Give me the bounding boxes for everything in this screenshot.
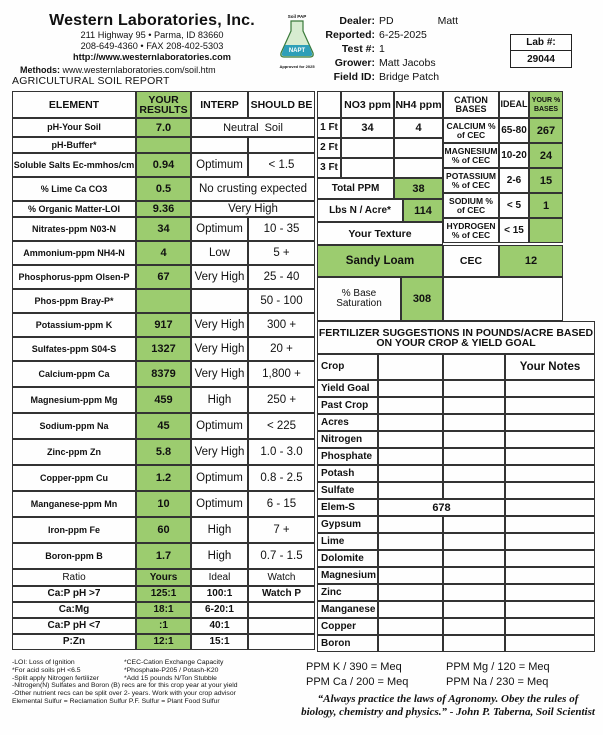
notes-cell xyxy=(505,618,595,635)
test-value: 1 xyxy=(379,43,385,55)
your-result: 7.0 xyxy=(136,118,191,137)
your-result: 4 xyxy=(136,241,191,265)
footnotes-mid xyxy=(124,659,284,682)
cec-label: CEC xyxy=(443,245,499,277)
cation-header: CATION BASES xyxy=(443,91,499,118)
fert-value xyxy=(443,567,505,584)
interp: Very High xyxy=(191,439,248,465)
cation-yours: 15 xyxy=(529,168,563,193)
fert-value xyxy=(378,380,443,397)
should-be: 0.8 - 2.5 xyxy=(248,465,315,491)
interp: Optimum xyxy=(191,153,248,177)
ideal-header: IDEAL xyxy=(499,91,529,118)
fert-value xyxy=(378,431,443,448)
ratio-yours: :1 xyxy=(136,618,191,634)
ratio-ideal: 40:1 xyxy=(191,618,248,634)
ratio-name: Ca:P pH <7 xyxy=(12,618,136,634)
fert-value xyxy=(443,618,505,635)
fert-value xyxy=(443,584,505,601)
fert-value xyxy=(378,414,443,431)
ratio-watch xyxy=(248,602,315,618)
cec-value: 12 xyxy=(499,245,563,277)
main-header-cell: ELEMENT xyxy=(12,91,136,118)
should-be: < 1.5 xyxy=(248,153,315,177)
cation-ideal: 10-20 xyxy=(499,143,529,168)
depth-label: 3 Ft xyxy=(317,158,341,178)
fert-label: Manganese xyxy=(317,601,378,618)
interp: Very High xyxy=(191,313,248,337)
should-be: < 225 xyxy=(248,413,315,439)
should-be: 20 + xyxy=(248,337,315,361)
cation-yours: 24 xyxy=(529,143,563,168)
reported-label: Reported: xyxy=(325,29,375,41)
your-bases-header: YOUR % BASES xyxy=(529,91,563,118)
company-phone: 208-649-4360 • FAX 208-402-5303 xyxy=(80,41,224,51)
fert-value xyxy=(443,465,505,482)
nh4-value: 4 xyxy=(394,118,443,138)
fert-label: Copper xyxy=(317,618,378,635)
notes-cell xyxy=(505,584,595,601)
should-be: 1,800 + xyxy=(248,361,315,387)
cation-blank xyxy=(443,277,563,321)
element-name: Calcium-ppm Ca xyxy=(12,361,136,387)
ratio-header: Watch xyxy=(248,569,315,586)
fert-value xyxy=(378,533,443,550)
texture-value: Sandy Loam xyxy=(317,245,443,277)
fert-value xyxy=(443,550,505,567)
your-result: 10 xyxy=(136,491,191,517)
notes-cell xyxy=(505,482,595,499)
main-header-cell: SHOULD BE xyxy=(248,91,315,118)
notes-cell xyxy=(505,448,595,465)
interp: High xyxy=(191,387,248,413)
your-result: 1.2 xyxy=(136,465,191,491)
element-name: Manganese-ppm Mn xyxy=(12,491,136,517)
fert-value xyxy=(378,550,443,567)
cation-ideal: 65-80 xyxy=(499,118,529,143)
should-be: 250 + xyxy=(248,387,315,413)
your-result: 0.94 xyxy=(136,153,191,177)
nh4-header: NH4 ppm xyxy=(394,91,443,118)
main-header-cell: YOUR RESULTS xyxy=(136,91,191,118)
notes-cell xyxy=(505,397,595,414)
ratio-header: Ratio xyxy=(12,569,136,586)
cation-yours: 267 xyxy=(529,118,563,143)
fert-value xyxy=(378,465,443,482)
ppm-mg-formula: PPM Mg / 120 = Meq xyxy=(446,661,550,673)
logo-top-text: Soil PAP xyxy=(287,14,307,19)
element-name: % Organic Matter-LOI xyxy=(12,201,136,217)
should-be: 6 - 15 xyxy=(248,491,315,517)
notes-cell xyxy=(505,635,595,652)
fert-label: Phosphate xyxy=(317,448,378,465)
element-name: pH-Your Soil xyxy=(12,118,136,137)
notes-cell xyxy=(505,550,595,567)
notes-cell xyxy=(505,567,595,584)
cation-base: SODIUM % of CEC xyxy=(443,193,499,218)
nh4-value xyxy=(394,158,443,178)
interp: Very High xyxy=(191,337,248,361)
your-result xyxy=(136,137,191,153)
cation-base: MAGNESIUM % of CEC xyxy=(443,143,499,168)
ppm-na-formula: PPM Na / 230 = Meq xyxy=(446,676,549,688)
your-result: 459 xyxy=(136,387,191,413)
element-name: Zinc-ppm Zn xyxy=(12,439,136,465)
fert-label: Potash xyxy=(317,465,378,482)
fert-value xyxy=(378,584,443,601)
ratio-ideal: 15:1 xyxy=(191,634,248,650)
element-name: pH-Buffer* xyxy=(12,137,136,153)
dealer-value-2: Matt xyxy=(437,15,459,27)
fert-label: Dolomite xyxy=(317,550,378,567)
test-label: Test #: xyxy=(341,43,375,55)
company-name: Western Laboratories, Inc. xyxy=(49,12,255,29)
no3-value xyxy=(341,138,394,158)
lab-number-box xyxy=(510,34,572,68)
ratio-header: Ideal xyxy=(191,569,248,586)
your-result: 9.36 xyxy=(136,201,191,217)
interp: High xyxy=(191,517,248,543)
cation-yours: 1 xyxy=(529,193,563,218)
fert-label: Zinc xyxy=(317,584,378,601)
depth-label: 1 Ft xyxy=(317,118,341,138)
lab-label: Lab #: xyxy=(511,35,571,51)
methods-link[interactable]: www.westernlaboratories.com/soil.htm xyxy=(62,65,216,75)
fert-value xyxy=(443,448,505,465)
fert-value xyxy=(443,431,505,448)
fert-value xyxy=(378,601,443,618)
should-be: 1.0 - 3.0 xyxy=(248,439,315,465)
should-text: Soil xyxy=(264,121,283,134)
company-address: 211 Highway 95 • Parma, ID 83660 xyxy=(80,30,224,40)
fert-value: 678 xyxy=(378,499,505,516)
fert-value xyxy=(378,354,443,380)
agronomy-quote: “Always practice the laws of Agronomy. Obey the rules of biology, chemistry and physics.” - John P. Taberna, Soil Scientist xyxy=(301,693,595,718)
ratio-name: Ca:P pH >7 xyxy=(12,586,136,602)
methods-label: Methods: xyxy=(20,65,60,75)
interp-merged xyxy=(191,118,315,137)
interp: Very High xyxy=(191,265,248,289)
fert-value xyxy=(378,516,443,533)
cation-ideal: < 15 xyxy=(499,218,529,243)
notes-cell xyxy=(505,465,595,482)
ratio-watch xyxy=(248,634,315,650)
fert-label: Magnesium xyxy=(317,567,378,584)
should-be: 10 - 35 xyxy=(248,217,315,241)
dealer-label: Dealer: xyxy=(339,15,375,27)
fert-label: Nitrogen xyxy=(317,431,378,448)
fert-label: Crop xyxy=(317,354,378,380)
element-name: Phos-ppm Bray-P* xyxy=(12,289,136,313)
no3-value xyxy=(341,158,394,178)
element-name: Phosphorus-ppm Olsen-P xyxy=(12,265,136,289)
element-name: Magnesium-ppm Mg xyxy=(12,387,136,413)
grower-label: Grower: xyxy=(334,57,375,69)
fert-label: Sulfate xyxy=(317,482,378,499)
interp-merged: Very High xyxy=(191,201,315,217)
company-header xyxy=(32,12,272,63)
footnote-line: *For acid soils pH <6.5 xyxy=(12,666,81,674)
ratio-ideal: 100:1 xyxy=(191,586,248,602)
interp: Optimum xyxy=(191,413,248,439)
ratio-watch xyxy=(248,618,315,634)
should-be: 50 - 100 xyxy=(248,289,315,313)
footnote-line: Elemental Sulfur = Reclamation Sulfur P.F. Sulfur = Plant Food Sulfur xyxy=(12,697,220,705)
notes-cell xyxy=(505,499,595,516)
cation-base: CALCIUM % of CEC xyxy=(443,118,499,143)
report-info xyxy=(319,14,458,84)
your-result: 8379 xyxy=(136,361,191,387)
depth-label: 2 Ft xyxy=(317,138,341,158)
field-value: Bridge Patch xyxy=(379,71,440,83)
fert-label: Boron xyxy=(317,635,378,652)
logo-bottom-text: Approved for 2025 xyxy=(279,64,315,69)
fert-value xyxy=(443,380,505,397)
notes-cell xyxy=(505,380,595,397)
ratio-name: P:Zn xyxy=(12,634,136,650)
interp: Optimum xyxy=(191,491,248,517)
main-header-cell: INTERP xyxy=(191,91,248,118)
should-be: 300 + xyxy=(248,313,315,337)
element-name: Boron-ppm B xyxy=(12,543,136,569)
ratio-yours: 18:1 xyxy=(136,602,191,618)
field-label: Field ID: xyxy=(333,71,375,83)
fert-value xyxy=(378,448,443,465)
interp: Optimum xyxy=(191,217,248,241)
ratio-watch: Watch P xyxy=(248,586,315,602)
base-sat-label: % Base Saturation xyxy=(317,277,401,321)
cation-base: POTASSIUM % of CEC xyxy=(443,168,499,193)
notes-cell xyxy=(505,431,595,448)
fert-value xyxy=(443,397,505,414)
footnote-line: *Phosphate-P205 / Potash-K20 xyxy=(124,666,219,674)
ppm-k-formula: PPM K / 390 = Meq xyxy=(306,661,402,673)
interp: Optimum xyxy=(191,465,248,491)
fert-label: Past Crop xyxy=(317,397,378,414)
should-be: 5 + xyxy=(248,241,315,265)
ratio-header: Yours xyxy=(136,569,191,586)
footnote-line: *CEC-Cation Exchange Capacity xyxy=(124,659,224,666)
total-ppm-value: 38 xyxy=(394,178,443,199)
your-result: 917 xyxy=(136,313,191,337)
interp: Very High xyxy=(191,361,248,387)
interp-text: Neutral xyxy=(223,121,259,134)
fert-label: Lime xyxy=(317,533,378,550)
notes-cell xyxy=(505,516,595,533)
interp xyxy=(191,137,248,153)
fert-value xyxy=(378,635,443,652)
fert-label: Elem-S xyxy=(317,499,378,516)
lab-value: 29044 xyxy=(527,54,555,65)
element-name: Iron-ppm Fe xyxy=(12,517,136,543)
fert-value xyxy=(443,635,505,652)
fert-value xyxy=(443,414,505,431)
no3-value: 34 xyxy=(341,118,394,138)
nitrogen-corner xyxy=(317,91,341,118)
flask-icon xyxy=(275,19,319,59)
should-be: 25 - 40 xyxy=(248,265,315,289)
element-name: Sulfates-ppm S04-S xyxy=(12,337,136,361)
dealer-value: PD xyxy=(379,15,394,27)
notes-cell xyxy=(505,533,595,550)
interp: Low xyxy=(191,241,248,265)
footnote-line: -Split apply Nitrogen fertilizer xyxy=(12,674,99,682)
your-result: 1.7 xyxy=(136,543,191,569)
lbs-n-value: 114 xyxy=(403,199,443,222)
fert-value xyxy=(378,397,443,414)
ratio-yours: 12:1 xyxy=(136,634,191,650)
fert-value xyxy=(443,354,505,380)
cation-yours xyxy=(529,218,563,243)
your-result: 34 xyxy=(136,217,191,241)
element-name: % Lime Ca CO3 xyxy=(12,177,136,201)
ppm-ca-formula: PPM Ca / 200 = Meq xyxy=(306,676,409,688)
interp: High xyxy=(191,543,248,569)
your-result: 0.5 xyxy=(136,177,191,201)
your-notes-label: Your Notes xyxy=(505,354,595,380)
grower-value: Matt Jacobs xyxy=(379,57,436,69)
cation-base: HYDROGEN % of CEC xyxy=(443,218,499,243)
fert-value xyxy=(378,567,443,584)
fert-value xyxy=(378,482,443,499)
texture-label: Your Texture xyxy=(317,222,443,245)
element-name: Potassium-ppm K xyxy=(12,313,136,337)
fert-label: Yield Goal xyxy=(317,380,378,397)
ratio-yours: 125:1 xyxy=(136,586,191,602)
cation-ideal: < 5 xyxy=(499,193,529,218)
methods-line xyxy=(20,65,216,75)
fertilizer-title: FERTILIZER SUGGESTIONS IN POUNDS/ACRE BASED ON YOUR CROP & YIELD GOAL xyxy=(317,321,595,354)
element-name: Copper-ppm Cu xyxy=(12,465,136,491)
company-website[interactable]: http://www.westernlaboratories.com xyxy=(73,52,231,62)
fert-value xyxy=(378,618,443,635)
notes-cell xyxy=(505,414,595,431)
element-name: Sodium-ppm Na xyxy=(12,413,136,439)
should-be: 0.7 - 1.5 xyxy=(248,543,315,569)
cation-ideal: 2-6 xyxy=(499,168,529,193)
fert-label: Acres xyxy=(317,414,378,431)
element-name: Nitrates-ppm N03-N xyxy=(12,217,136,241)
should-be xyxy=(248,137,315,153)
nh4-value xyxy=(394,138,443,158)
fert-value xyxy=(443,533,505,550)
footnote-line: -Nitrogen(N) Sulfates and Boron (B) recs are for this crop year at your yield xyxy=(12,682,238,690)
your-result: 5.8 xyxy=(136,439,191,465)
fert-label: Gypsum xyxy=(317,516,378,533)
should-be: 7 + xyxy=(248,517,315,543)
fert-value xyxy=(443,601,505,618)
fert-value xyxy=(443,482,505,499)
reported-value: 6-25-2025 xyxy=(379,29,427,41)
interp xyxy=(191,289,248,313)
notes-cell xyxy=(505,601,595,618)
footnote-line: *Add 15 pounds N/Ton Stubble xyxy=(124,674,217,682)
your-result: 45 xyxy=(136,413,191,439)
element-name: Soluble Salts Ec-mmhos/cm xyxy=(12,153,136,177)
your-result xyxy=(136,289,191,313)
base-sat-value: 308 xyxy=(401,277,443,321)
fert-value xyxy=(443,516,505,533)
footnote-line: -LOI: Loss of Ignition xyxy=(12,659,75,666)
interp-merged: No crusting expected xyxy=(191,177,315,201)
total-ppm-label: Total PPM xyxy=(317,178,394,199)
your-result: 67 xyxy=(136,265,191,289)
logo-mid-text: NAPT xyxy=(288,48,306,54)
lbs-n-label: Lbs N / Acre* xyxy=(317,199,403,222)
report-title: AGRICULTURAL SOIL REPORT xyxy=(12,75,170,87)
napt-logo xyxy=(270,14,324,76)
your-result: 60 xyxy=(136,517,191,543)
no3-header: NO3 ppm xyxy=(341,91,394,118)
your-result: 1327 xyxy=(136,337,191,361)
footnote-line: -Other nutrient recs can be split over 2- years. Work with your crop advisor xyxy=(12,690,236,698)
ratio-ideal: 6-20:1 xyxy=(191,602,248,618)
ratio-name: Ca:Mg xyxy=(12,602,136,618)
element-name: Ammonium-ppm NH4-N xyxy=(12,241,136,265)
